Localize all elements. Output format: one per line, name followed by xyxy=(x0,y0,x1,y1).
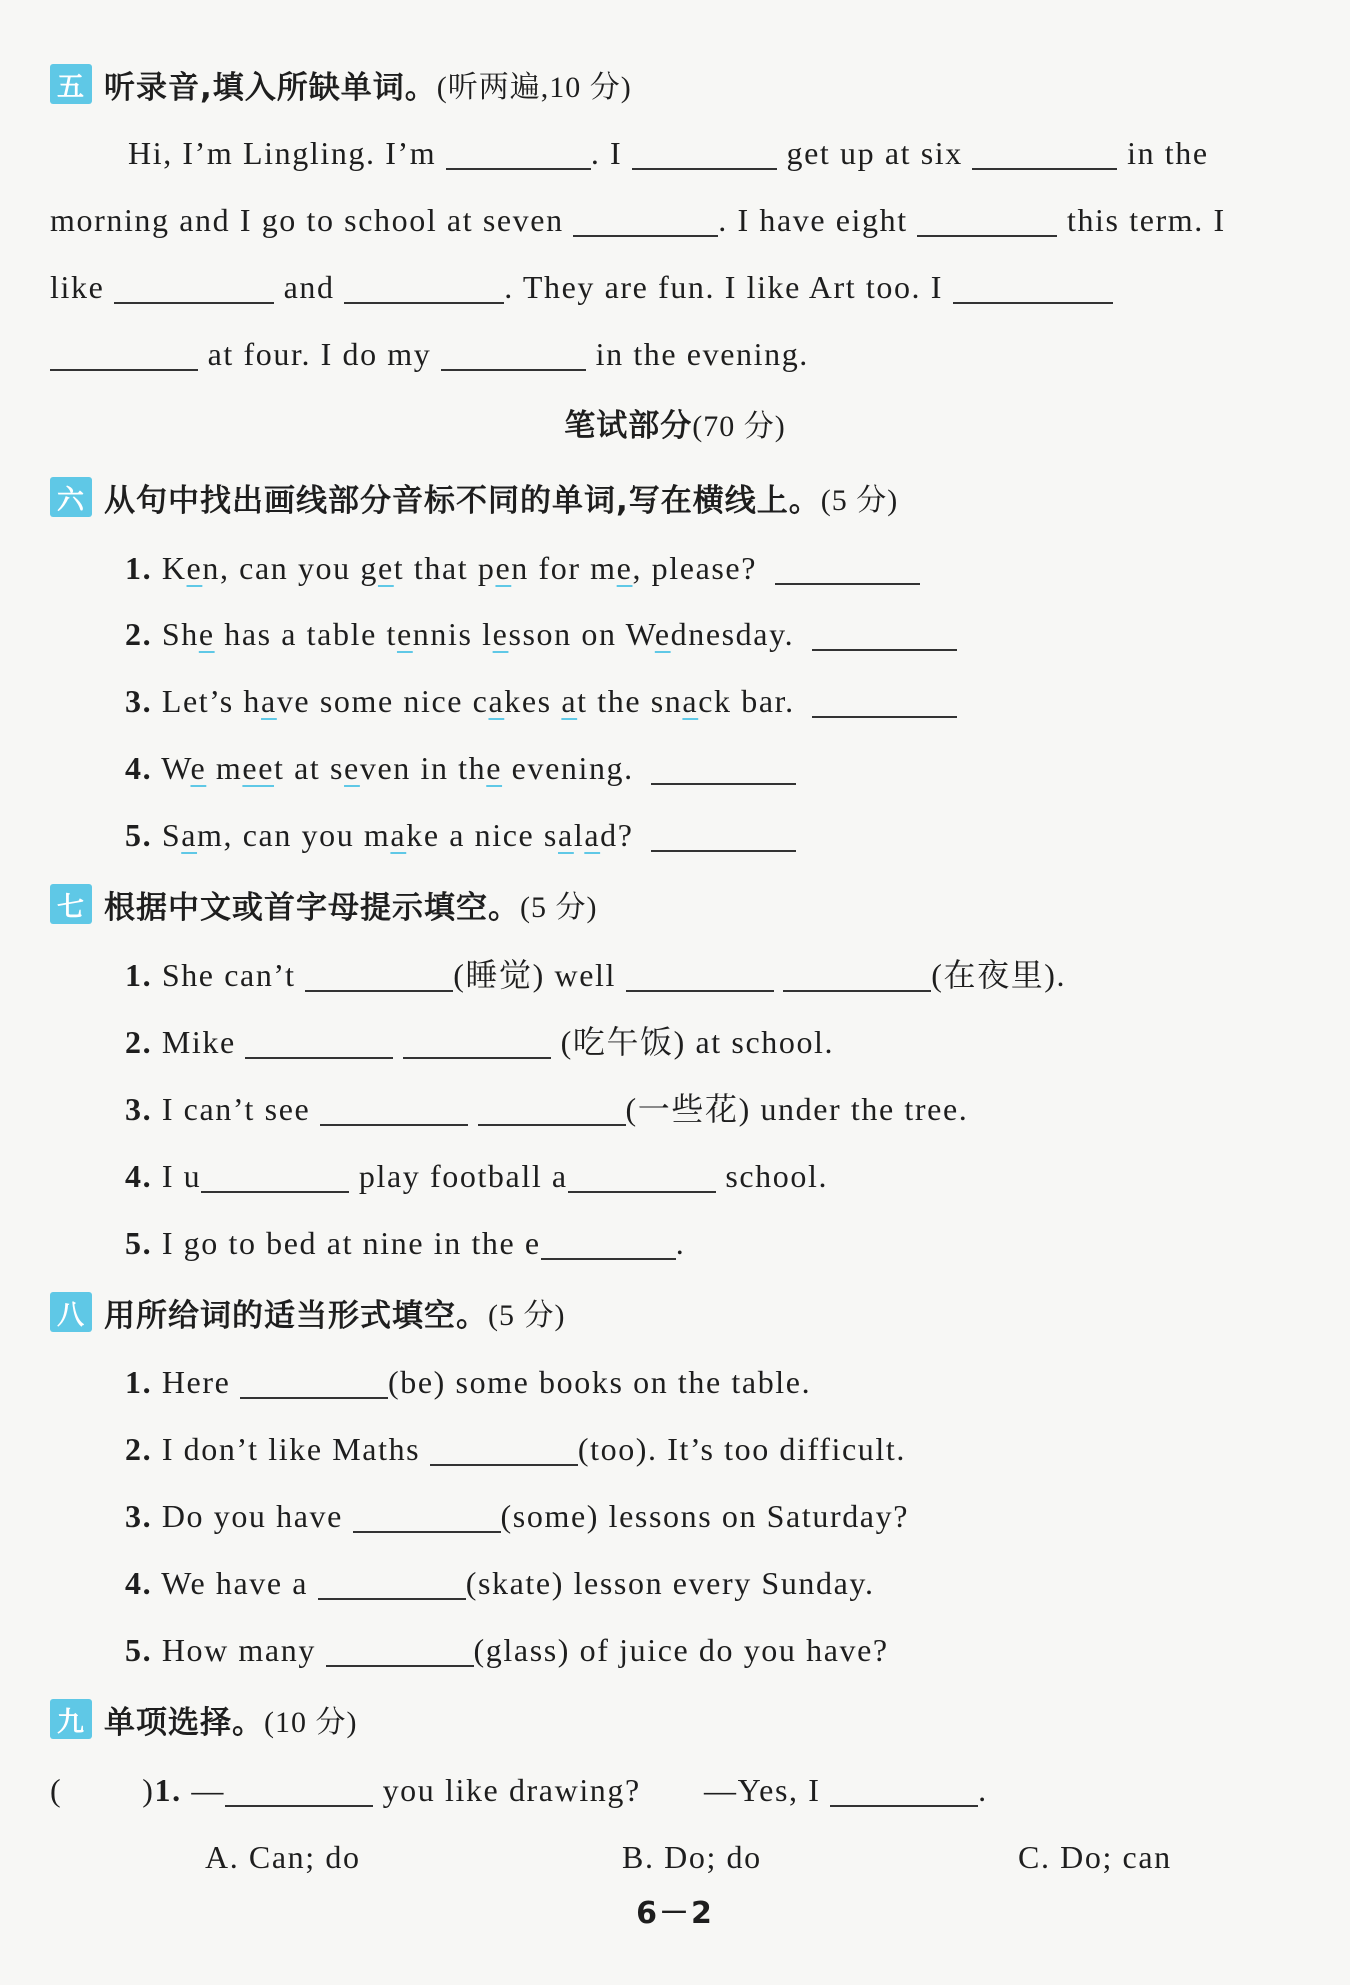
passage-text: at four. I do my xyxy=(207,336,432,372)
underlined-letters: e xyxy=(186,550,203,586)
sentence-text: t the sn xyxy=(577,683,683,719)
answer-blank[interactable] xyxy=(783,956,931,992)
hint-item-4 xyxy=(125,1151,828,1201)
section-score: (5 分) xyxy=(520,891,598,924)
answer-blank[interactable] xyxy=(403,1023,551,1059)
section-badge: 八 xyxy=(50,1292,92,1332)
sentence-text: (在夜里). xyxy=(931,957,1067,993)
item-number: 1. xyxy=(125,550,153,586)
answer-blank[interactable] xyxy=(626,956,774,992)
section-9-header xyxy=(50,1697,357,1741)
sentence-text: t at s xyxy=(274,750,345,786)
item-number: 3. xyxy=(125,1498,153,1534)
sentence-text: (some) lessons on Saturday? xyxy=(500,1498,910,1534)
sentence-text: Do you have xyxy=(161,1498,343,1534)
form-item-3 xyxy=(125,1491,909,1541)
written-title-text: 笔试部分 xyxy=(564,408,693,444)
underlined-letters: e xyxy=(190,750,207,786)
answer-blank[interactable] xyxy=(353,1497,501,1533)
underlined-letters: e xyxy=(396,616,413,652)
sentence-text: She can’t xyxy=(161,957,296,993)
sentence-text: — xyxy=(191,1772,225,1808)
choice-question-1 xyxy=(50,1765,988,1815)
section-6-header xyxy=(50,475,898,519)
sentence-text: n for m xyxy=(511,550,617,586)
answer-blank[interactable] xyxy=(225,1771,373,1807)
hint-item-2 xyxy=(125,1017,834,1067)
sentence-text: m, can you m xyxy=(197,817,391,853)
phonics-item-5 xyxy=(125,810,796,860)
underlined-letters: e xyxy=(377,550,394,586)
passage-text: Hi, I’m Lingling. I’m xyxy=(128,135,437,171)
sentence-text: Sh xyxy=(161,616,199,652)
sentence-text: S xyxy=(161,817,182,853)
hint-item-5 xyxy=(125,1218,685,1268)
sentence-text: l xyxy=(573,817,585,853)
answer-blank[interactable] xyxy=(320,1090,468,1126)
sentence-text: dnesday. xyxy=(670,616,795,652)
section-badge: 六 xyxy=(50,477,92,517)
answer-blank[interactable] xyxy=(478,1090,626,1126)
sentence-text: K xyxy=(161,550,187,586)
underlined-letters: e xyxy=(198,616,215,652)
passage-line-4 xyxy=(50,329,809,379)
sentence-text: ke a nice s xyxy=(406,817,558,853)
written-part-title xyxy=(0,400,1350,445)
hint-item-3 xyxy=(125,1084,968,1134)
passage-text: . I xyxy=(590,135,623,171)
answer-blank[interactable] xyxy=(318,1564,466,1600)
sentence-text: you like drawing? xyxy=(382,1772,641,1808)
answer-blank[interactable] xyxy=(305,956,453,992)
sentence-text: —Yes, I xyxy=(704,1772,821,1808)
form-item-5 xyxy=(125,1625,889,1675)
sentence-text: (吃午饭) at school. xyxy=(560,1024,835,1060)
written-score: (70 分) xyxy=(692,410,786,443)
section-title: 用所给词的适当形式填空。 xyxy=(104,1297,488,1334)
item-number: 5. xyxy=(125,817,153,853)
answer-blank[interactable] xyxy=(50,335,198,371)
sentence-text: How many xyxy=(161,1632,316,1668)
answer-blank[interactable] xyxy=(651,816,796,852)
section-title: 单项选择。 xyxy=(104,1704,264,1741)
answer-blank[interactable] xyxy=(830,1771,978,1807)
section-title: 听录音,填入所缺单词。 xyxy=(104,69,437,106)
section-score: (5 分) xyxy=(488,1299,566,1332)
underlined-letters: a xyxy=(561,683,578,719)
passage-line-2 xyxy=(50,195,1226,245)
section-7-header xyxy=(50,882,597,926)
sentence-text: m xyxy=(206,750,243,786)
answer-blank[interactable] xyxy=(541,1224,676,1260)
underlined-letters: a xyxy=(488,683,505,719)
underlined-letters: e xyxy=(486,750,503,786)
passage-line-3 xyxy=(50,262,1113,312)
underlined-letters: a xyxy=(390,817,407,853)
answer-blank[interactable] xyxy=(441,335,586,371)
underlined-letters: ee xyxy=(242,750,274,786)
sentence-text: Let’s h xyxy=(161,683,261,719)
phonics-item-2 xyxy=(125,609,957,659)
passage-text: and xyxy=(283,269,335,305)
sentence-text: I can’t see xyxy=(161,1091,311,1127)
passage-text: . I have eight xyxy=(718,202,908,238)
phonics-item-1 xyxy=(125,543,920,593)
section-score: (10 分) xyxy=(264,1706,358,1739)
sentence-text: (一些花) under the tree. xyxy=(625,1091,969,1127)
sentence-text: ve some nice c xyxy=(276,683,489,719)
sentence-text: (睡觉) well xyxy=(453,957,617,993)
answer-blank[interactable] xyxy=(573,201,718,237)
underlined-letters: a xyxy=(682,683,699,719)
section-title: 根据中文或首字母提示填空。 xyxy=(104,889,520,926)
sentence-text: ck bar. xyxy=(698,683,795,719)
sentence-text: sson on W xyxy=(508,616,655,652)
page-number: 6－2 xyxy=(636,1896,714,1931)
answer-paren-close: ) xyxy=(142,1772,155,1808)
sentence-text: I u xyxy=(161,1158,202,1194)
answer-blank[interactable] xyxy=(114,268,274,304)
sentence-text: has a table t xyxy=(214,616,397,652)
section-5-header xyxy=(50,62,632,106)
answer-blank[interactable] xyxy=(972,134,1117,170)
sentence-text: (glass) of juice do you have? xyxy=(473,1632,889,1668)
sentence-text: play football a xyxy=(358,1158,568,1194)
answer-paren-open[interactable]: ( xyxy=(50,1772,63,1808)
sentence-text: school. xyxy=(725,1158,829,1194)
passage-text: in the evening. xyxy=(595,336,809,372)
item-number: 4. xyxy=(125,1158,153,1194)
section-badge: 七 xyxy=(50,884,92,924)
sentence-text: t that p xyxy=(393,550,496,586)
item-number: 2. xyxy=(125,616,153,652)
item-number: 4. xyxy=(125,750,153,786)
answer-blank[interactable] xyxy=(430,1430,578,1466)
sentence-text: ven in th xyxy=(359,750,487,786)
form-item-4 xyxy=(125,1558,875,1608)
sentence-text: Here xyxy=(161,1364,231,1400)
item-number: 2. xyxy=(125,1431,153,1467)
sentence-text: kes xyxy=(504,683,562,719)
sentence-text: (be) some books on the table. xyxy=(388,1364,812,1400)
item-number: 3. xyxy=(125,1091,153,1127)
section-badge: 九 xyxy=(50,1699,92,1739)
answer-blank[interactable] xyxy=(326,1631,474,1667)
sentence-text: (skate) lesson every Sunday. xyxy=(465,1565,875,1601)
item-number: 5. xyxy=(125,1632,153,1668)
item-number: 1. xyxy=(125,957,153,993)
sentence-text: nnis l xyxy=(412,616,493,652)
sentence-text: Mike xyxy=(161,1024,236,1060)
answer-blank[interactable] xyxy=(201,1157,349,1193)
answer-blank[interactable] xyxy=(240,1363,388,1399)
passage-text: . They are fun. I like Art too. I xyxy=(504,269,944,305)
answer-blank[interactable] xyxy=(812,682,957,718)
answer-blank[interactable] xyxy=(446,134,591,170)
item-number: 1. xyxy=(125,1364,153,1400)
phonics-item-3 xyxy=(125,676,957,726)
answer-blank[interactable] xyxy=(775,549,920,585)
underlined-letters: e xyxy=(344,750,360,786)
passage-text: in the xyxy=(1127,135,1209,171)
option-b[interactable]: B. Do; do xyxy=(622,1839,762,1875)
answer-blank[interactable] xyxy=(568,1157,716,1193)
item-number: 1. xyxy=(154,1772,182,1808)
hint-item-1 xyxy=(125,950,1066,1000)
underlined-letters: a xyxy=(558,817,574,853)
underlined-letters: e xyxy=(616,550,633,586)
option-a[interactable]: A. Can; do xyxy=(205,1839,361,1875)
answer-blank[interactable] xyxy=(953,268,1113,304)
underlined-letters: a xyxy=(261,683,277,719)
section-8-header xyxy=(50,1290,565,1334)
underlined-letters: e xyxy=(654,616,671,652)
option-c[interactable]: C. Do; can xyxy=(1018,1839,1172,1875)
section-score: (听两遍,10 分) xyxy=(436,71,632,104)
passage-text: like xyxy=(50,269,105,305)
item-number: 3. xyxy=(125,683,153,719)
section-badge: 五 xyxy=(50,64,92,104)
item-number: 2. xyxy=(125,1024,153,1060)
form-item-2 xyxy=(125,1424,906,1474)
passage-text: get up at six xyxy=(786,135,963,171)
sentence-text: (too). It’s too difficult. xyxy=(577,1431,906,1467)
item-number: 4. xyxy=(125,1565,153,1601)
sentence-text: evening. xyxy=(502,750,634,786)
answer-blank[interactable] xyxy=(651,749,796,785)
passage-text: this term. I xyxy=(1066,202,1226,238)
answer-blank[interactable] xyxy=(917,201,1057,237)
sentence-text: , please? xyxy=(632,550,758,586)
sentence-text: d? xyxy=(600,817,634,853)
underlined-letters: e xyxy=(492,616,509,652)
passage-line-1 xyxy=(128,128,1209,178)
answer-blank[interactable] xyxy=(812,615,957,651)
sentence-text: I go to bed at nine in the e xyxy=(161,1225,541,1261)
sentence-text: . xyxy=(978,1772,988,1808)
sentence-text: n, can you g xyxy=(202,550,378,586)
underlined-letters: a xyxy=(584,817,601,853)
underlined-letters: a xyxy=(181,817,198,853)
sentence-text: W xyxy=(161,750,191,786)
sentence-text: We have a xyxy=(161,1565,309,1601)
section-score: (5 分) xyxy=(820,484,899,517)
answer-blank[interactable] xyxy=(344,268,504,304)
sentence-text: I don’t like Maths xyxy=(161,1431,421,1467)
answer-blank[interactable] xyxy=(632,134,777,170)
item-number: 5. xyxy=(125,1225,153,1261)
passage-text: morning and I go to school at seven xyxy=(50,202,564,238)
form-item-1 xyxy=(125,1357,811,1407)
section-title: 从句中找出画线部分音标不同的单词,写在横线上。 xyxy=(104,482,821,519)
underlined-letters: e xyxy=(495,550,512,586)
phonics-item-4 xyxy=(125,743,796,793)
sentence-text: . xyxy=(675,1225,686,1261)
answer-blank[interactable] xyxy=(245,1023,393,1059)
